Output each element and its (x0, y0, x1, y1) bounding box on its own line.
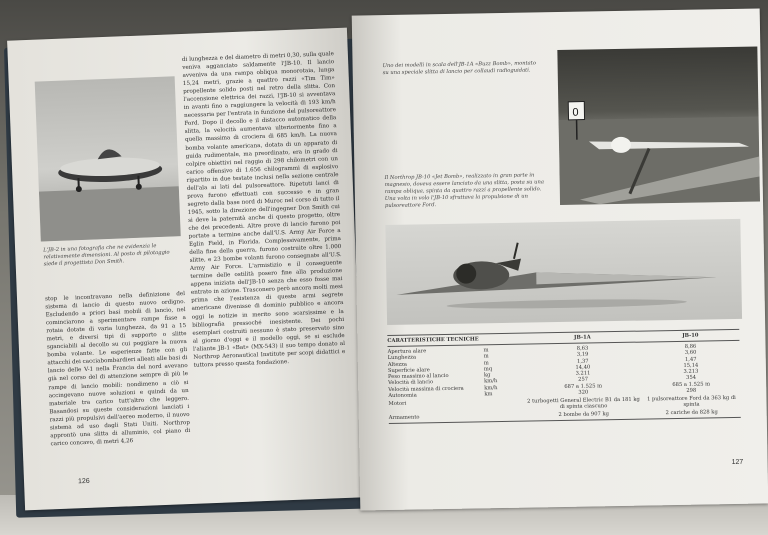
jb10-aircraft-illustration (385, 219, 742, 325)
spec-value-jb1a: 257 (578, 377, 589, 384)
spec-label: Armamento (388, 414, 420, 422)
spec-value-jb10: 685 a 1.525 m (672, 381, 711, 388)
spec-unit: km (484, 391, 493, 398)
jb10-caption: Il Northrop JB-10 «Jet Bomb», realizzato in gran parte in magnesio, doveva essere lanciato da una slitta, posta su una rampa obliqua, spinta da quattro razzi a propellente solido. Una volta in volo l'JB-10 sfruttava la propulsione di un pulsoreattore Ford. (384, 172, 544, 210)
jb2-aircraft-illustration (35, 76, 181, 241)
spec-value-jb10: 3,60 (684, 349, 697, 357)
jb10-photo (385, 219, 742, 325)
right-page-number: 127 (731, 458, 744, 467)
spec-value-jb1a: 3,19 (576, 351, 589, 359)
spec-value-jb1a: 2 turbogetti General Electric B1 da 181 kg di spinta ciascuno (527, 397, 640, 411)
spec-value-jb10: 298 (686, 387, 697, 394)
specs-col-jb1a: JB-1A (573, 334, 591, 341)
specs-title: CARATTERISTICHE TECNICHE (387, 336, 479, 345)
spec-value-jb1a: 8,63 (576, 345, 589, 352)
spec-label: Autonomia (388, 392, 417, 400)
spec-value-jb10: 1,47 (684, 356, 697, 363)
spec-label: Peso massimo al lancio (387, 373, 449, 381)
spec-unit: m (483, 353, 489, 360)
spec-value-jb1a: 320 (578, 389, 589, 396)
specs-col-jb10: JB-10 (682, 332, 699, 339)
spec-label: Superficie alare (387, 367, 430, 374)
sign-number: 0 (572, 106, 579, 119)
spec-value-jb10: 3.213 (683, 368, 699, 376)
jb2-photo (35, 76, 181, 241)
spec-value-jb10: 8,86 (684, 343, 697, 350)
spec-value-jb1a: 2 bombe da 907 kg (558, 411, 609, 419)
jb2-photo-caption: L'JB-2 in una fotografia che ne evidenzia le relativamente dimensioni. Al posto di pilotaggio siede il progettista Don Smith. (43, 243, 170, 268)
spec-value-jb1a: 687 a 1.525 m (564, 383, 603, 390)
spec-label: Apertura alare (387, 348, 427, 356)
spec-value-jb10: 2 cariche da 828 kg (665, 409, 718, 417)
jb1a-model-illustration (557, 47, 760, 205)
spec-label: Altezza (387, 361, 407, 368)
spec-label: Velocità di lancio (388, 379, 434, 387)
left-column-text: stop le incontravano nella definizione del sistema di lancio di questo nuovo ordigno. Escludendo a priori basi mobili di lancio, nel cominciarono a sperimentare rampe fisse a rotaia dotate di varia lunghezza, da 91 a 15 metri, e diversi tipi di supporto o slitte sganciabili al decollo su cui poggiare la nuova bomba volante. Le esperienze fatte con gli attacchi dei cacciabombardieri alleati alle basi di lancio delle V-1 nella Francia del nord avevano già nel corso del di attenzione sempre di più le rampe di lancio mobili: nondimeno a ciò si accingevano nuove soluzioni e quindi da un materiale tra carico tutt'altro che leggero. Basandosi su queste considerazioni lanciati i razzi più propulsivi dell'aereo moderno, il nuovo sistema ad uso dagli Stati Uniti. Northrop approntò una slitta di alluminio, col piano di carico concavo, di metri 4,26 (44, 291, 191, 448)
spec-unit: m (483, 347, 489, 354)
jb1a-model-photo (557, 47, 760, 205)
top-caption: Uno dei modelli in scala dell'JB-1A «Buzz Bomb», montato su una speciale slitta di lancio per collaudi radioguidati. (382, 60, 537, 77)
spec-label: Velocità massima di crociera (388, 385, 464, 393)
spec-unit: km/h (484, 378, 498, 385)
spec-value-jb1a: 1,37 (576, 358, 589, 365)
right-column-text: di lunghezza e del diametro di metri 0,30, sulla quale veniva agganciato saldamente l'JB-10. Il lancio avveniva da una rampa obliqua monorotaia, lunga 15,24 metri, grazie a quattro razzi «Tim Tim» propellente solido posti nel retro della slitta. Con l'accensione elettrica dei razzi, l'JB-10 si avventava in avanti fino a raggiungere la velocità di 193 km/h necessaria per l'entrata in funzione del pulsoreattore Ford. Dopo il decollo e il distacco automatico della slitta, la velocità aumentava ulteriormente fino a quella massima di crociera di 685 km/h. La nuova bomba volante americana, dotata di un apparato di guida rudimentale, ma preordinato, era in grado di colpire obiettivi nel raggio di 298 chilometri con un carico offensivo di 1.656 chilogrammi di esplosivo ripartito in due testate inclusi nella sezione centrale dell'ala ai lati del pulsoreattore. Ripetuti lanci di prova furono effettuati con successo e in gran segreto dalla base nord di Muroc nel corso di tutto il 1945, sotto la direzione dell'ingegner Don Smith cui si deve la paternità anche di questo progetto, oltre che dei precedenti. Altre prove di lancio furono poi portate a termine anche dall'U.S. Army Air Force a Eglin Field, in Florida. Complessivamente, prima della fine della guerra, furono costruite oltre 1.000 slitte, e 23 bombe volanti furono consegnate all'U.S. Army Air Force. L'armistizio e il conseguente termine delle ostilità posero fine alla produzione appena iniziata dell'JB-10 senza che esso fosse mai entrato in azione. Trasconero però ancora molti mesi prima che l'esistenza di queste armi segrete americane divenisse di dominio pubblico e ancora oggi le notizie in merito sono scarsissime e la bibliografia pressoché inesistente. Dei pochi esemplari costruiti nessuno è stato preservato sino al giorno d'oggi e il modello oggi, se si esclude l'aliante JB-1 «Bat» (MX-543) il suo tempo donato al Northrop Aeronautical Institute per scopi didattici e tuttora presso questa fondazione. (181, 51, 346, 369)
spec-unit: kg (483, 372, 491, 379)
left-page-number: 126 (77, 477, 90, 486)
spec-unit: km/h (484, 384, 498, 392)
spec-value-jb1a: 14,40 (575, 364, 591, 371)
spec-value-jb1a: 3.211 (575, 370, 591, 377)
spec-value-jb10: 1 pulsoreattore Ford da 363 kg di spinta (647, 395, 736, 409)
specs-table (387, 329, 741, 425)
spec-label: Motori (388, 401, 407, 408)
specs-rows (388, 341, 741, 400)
spec-value-jb10: 354 (686, 375, 697, 382)
spec-unit: m (483, 359, 489, 366)
spec-value-jb10: 15,14 (683, 362, 699, 369)
spec-label: Lunghezza (387, 354, 417, 362)
right-page (352, 8, 768, 510)
spec-unit: mq (483, 366, 493, 373)
left-page (7, 28, 365, 511)
